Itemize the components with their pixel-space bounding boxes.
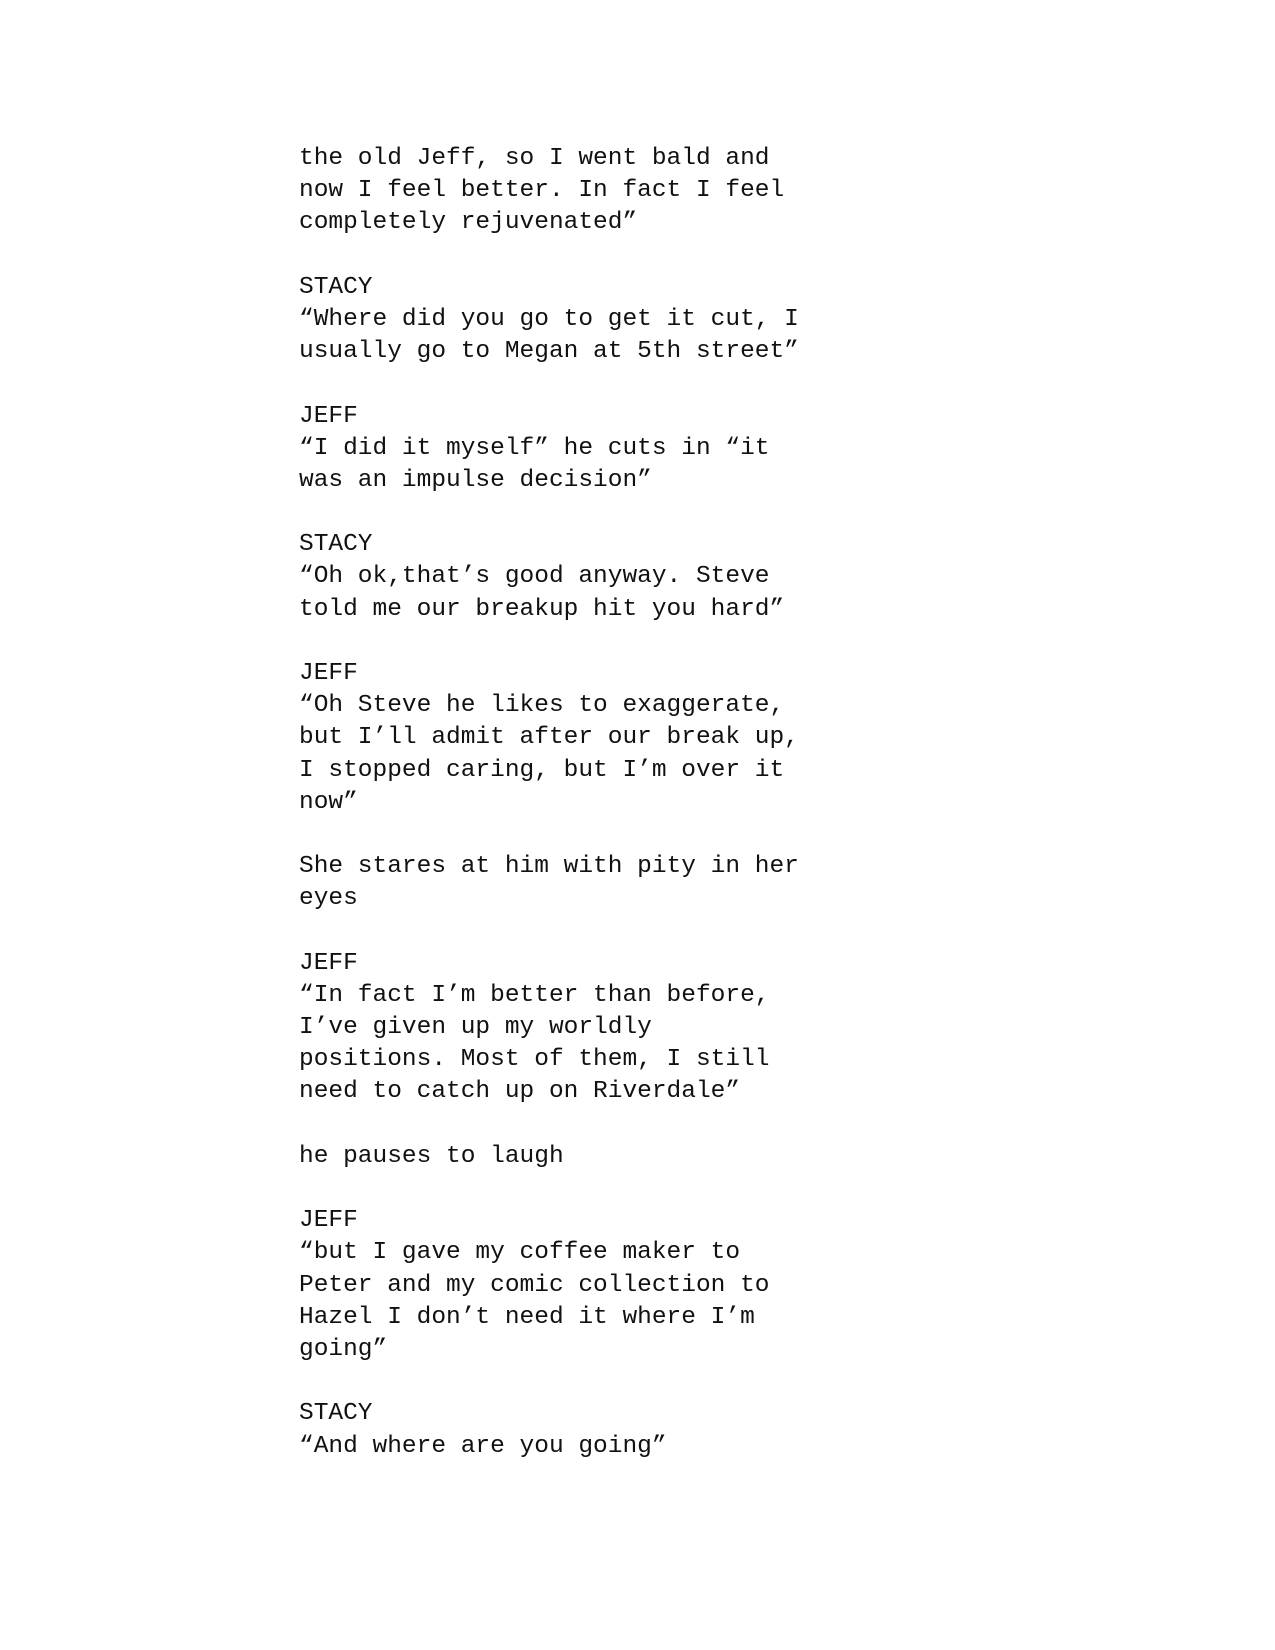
blank-line: [299, 1366, 859, 1398]
character-name: STACY: [299, 531, 373, 559]
dialogue-line: told me our breakup hit you hard”: [299, 595, 785, 623]
dialogue-line: “And where are you going”: [299, 1432, 667, 1460]
dialogue-line: “but I gave my coffee maker to: [299, 1239, 741, 1267]
dialogue-line: “I did it myself” he cuts in “it: [299, 434, 770, 462]
blank-line: [299, 368, 859, 400]
dialogue-block: [299, 143, 859, 240]
dialogue-block: [299, 561, 859, 625]
blank-line: [299, 240, 859, 272]
dialogue-line: completely rejuvenated”: [299, 209, 638, 237]
screenplay-text: [299, 143, 859, 1463]
dialogue-line: “Where did you go to get it cut, I: [299, 305, 799, 333]
character-name: STACY: [299, 273, 373, 301]
dialogue-line: was an impulse decision”: [299, 466, 652, 494]
blank-line: [299, 819, 859, 851]
blank-line: [299, 1109, 859, 1141]
dialogue-line: I stopped caring, but I’m over it: [299, 756, 785, 784]
dialogue-line: need to catch up on Riverdale”: [299, 1078, 741, 1106]
dialogue-line: the old Jeff, so I went bald and: [299, 145, 770, 172]
character-name: JEFF: [299, 1207, 358, 1235]
dialogue-block: [299, 690, 859, 819]
action-line: eyes: [299, 885, 358, 913]
character-name: STACY: [299, 1400, 373, 1428]
dialogue-line: “Oh Steve he likes to exaggerate,: [299, 692, 785, 720]
action-block: [299, 1141, 859, 1173]
character-name: JEFF: [299, 402, 358, 430]
dialogue-line: Hazel I don’t need it where I’m: [299, 1303, 755, 1331]
blank-line: [299, 916, 859, 948]
blank-line: [299, 497, 859, 529]
dialogue-block: [299, 304, 859, 368]
dialogue-block: [299, 1237, 859, 1366]
character-name: JEFF: [299, 660, 358, 687]
dialogue-block: [299, 1431, 859, 1463]
action-line: She stares at him with pity in her: [299, 853, 799, 881]
dialogue-line: now”: [299, 788, 358, 816]
action-line: he pauses to laugh: [299, 1142, 564, 1170]
dialogue-line: positions. Most of them, I still: [299, 1046, 770, 1074]
character-name: JEFF: [299, 949, 358, 977]
dialogue-line: now I feel better. In fact I feel: [299, 177, 785, 205]
dialogue-line: usually go to Megan at 5th street”: [299, 338, 799, 366]
dialogue-line: going”: [299, 1335, 388, 1363]
dialogue-line: “Oh ok,that’s good anyway. Steve: [299, 563, 770, 591]
blank-line: [299, 626, 859, 658]
dialogue-line: I’ve given up my worldly: [299, 1014, 652, 1042]
dialogue-line: Peter and my comic collection to: [299, 1271, 770, 1299]
blank-line: [299, 1173, 859, 1205]
dialogue-line: but I’ll admit after our break up,: [299, 724, 799, 752]
dialogue-line: “In fact I’m better than before,: [299, 981, 770, 1009]
dialogue-block: [299, 433, 859, 497]
action-block: [299, 851, 859, 915]
dialogue-block: [299, 980, 859, 1109]
